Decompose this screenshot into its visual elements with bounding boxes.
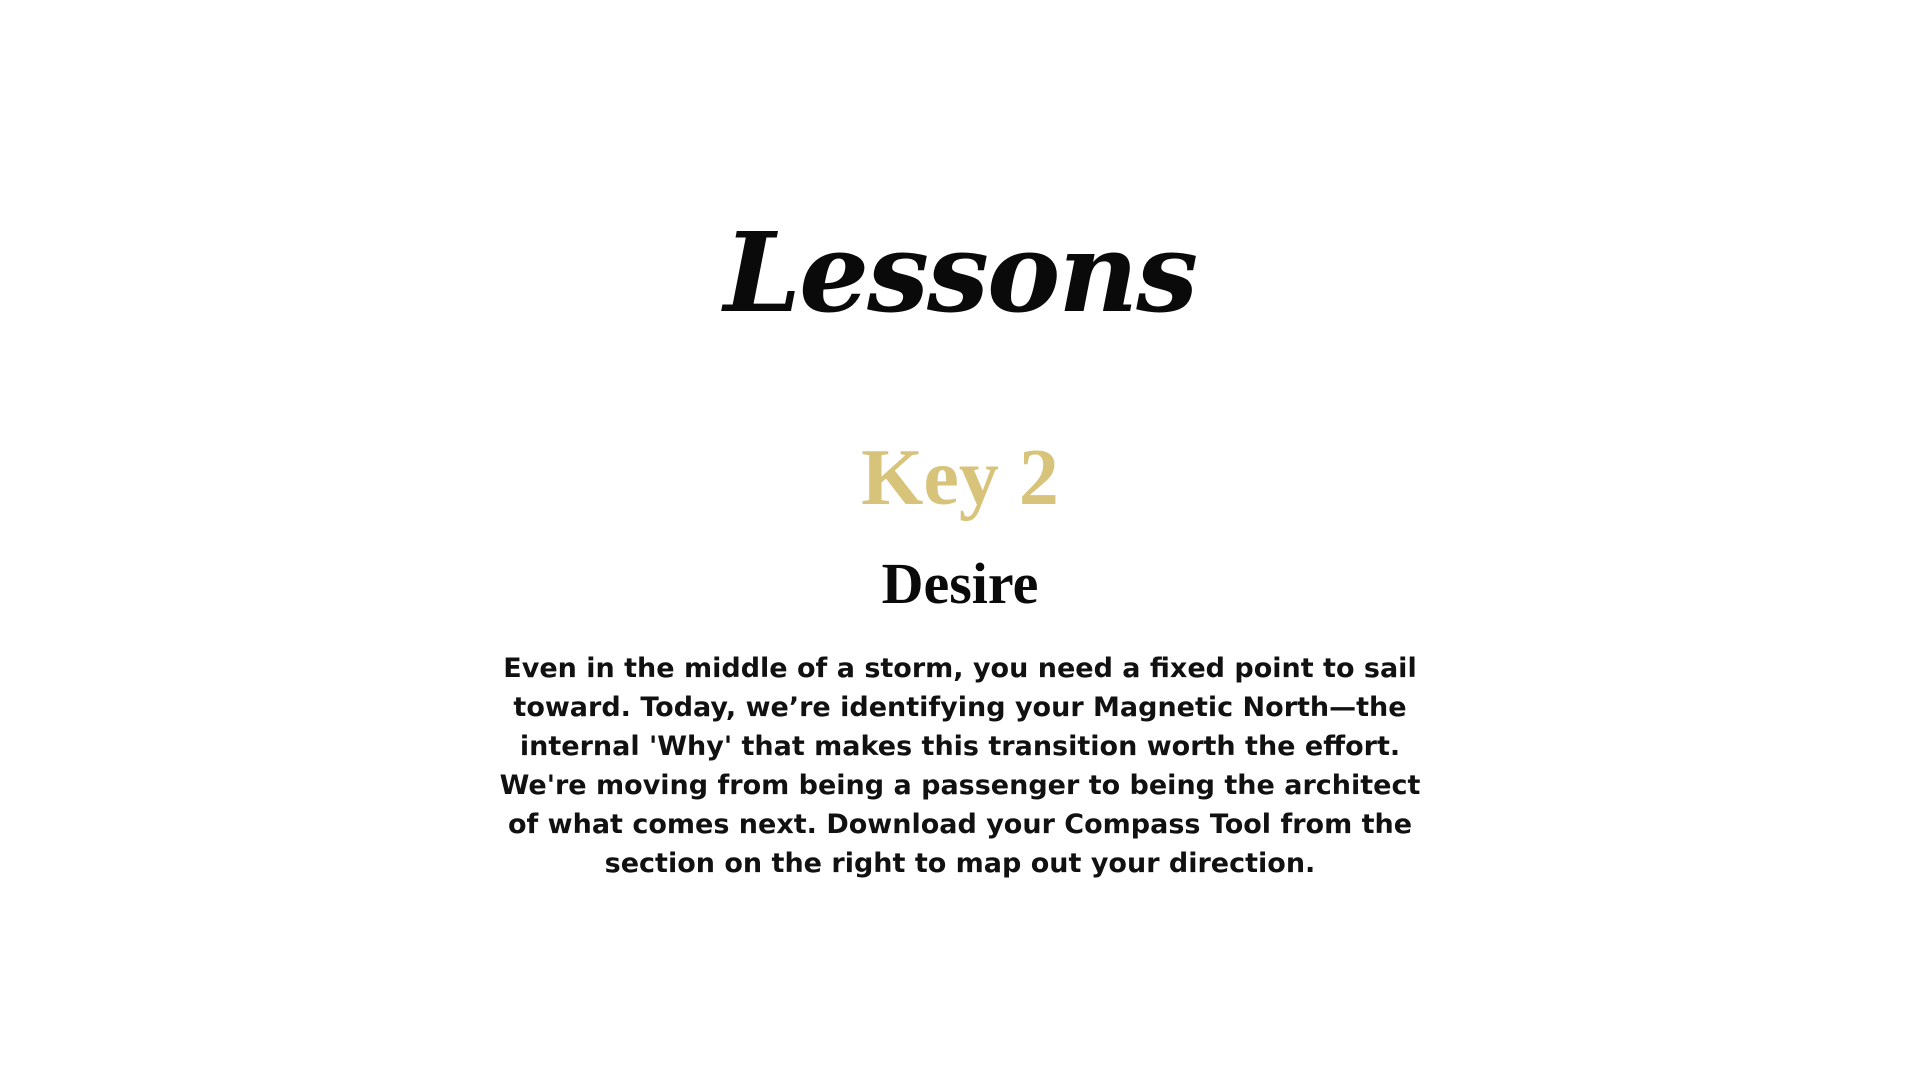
page-title: Lessons: [723, 208, 1197, 337]
lesson-title: Desire: [881, 551, 1039, 616]
key-heading: Key 2: [861, 434, 1059, 522]
lesson-description: Even in the middle of a storm, you need a fixed point to sail toward. Today, we’re identifying your Magnetic North—the internal 'Why' that makes this transition worth the effort. We're moving from being a passenger to being the architect of what comes next. Download your Compass Tool from the section on the right to map out your direction.: [499, 653, 1421, 879]
